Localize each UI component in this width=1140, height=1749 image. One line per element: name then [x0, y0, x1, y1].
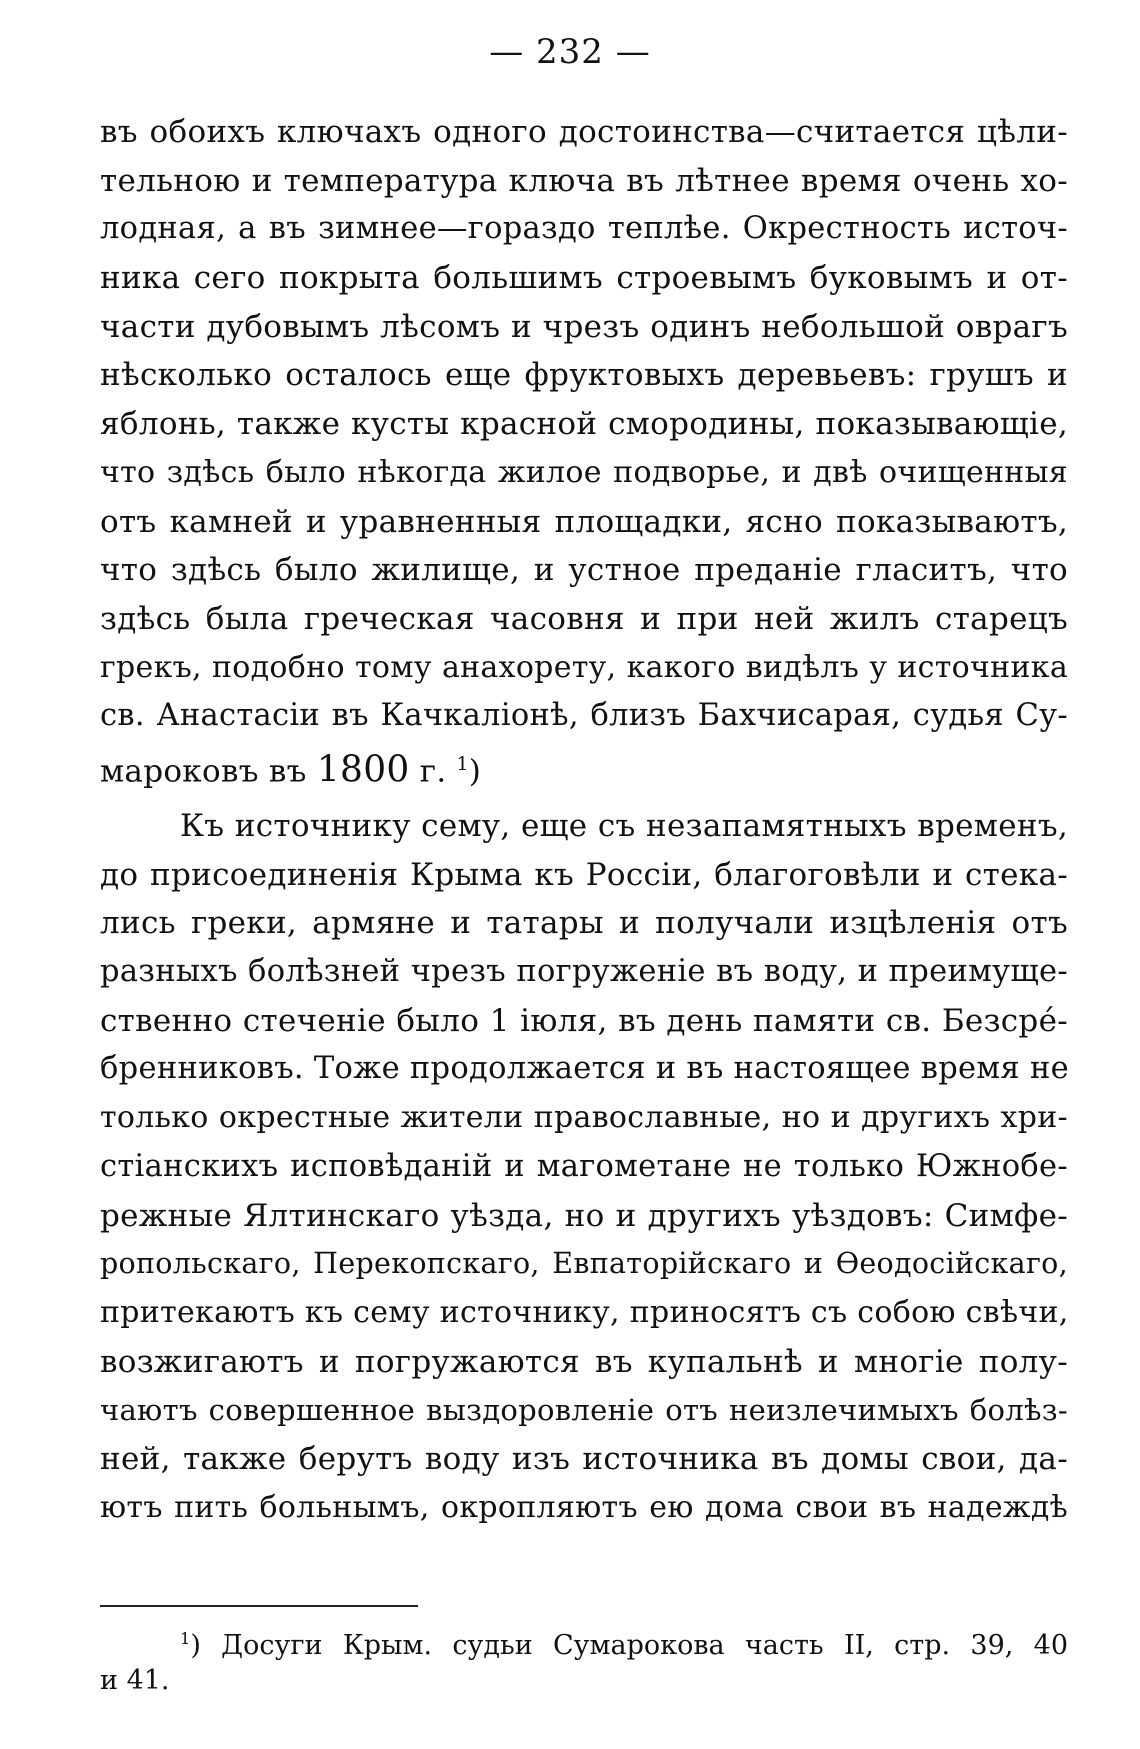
text-line: возжигаютъ и погружаются въ купальнѣ и многіе полу- [100, 1343, 1068, 1380]
text-line: лодная, а въ зимнее—гораздо теплѣе. Окрестность источ- [100, 211, 1068, 247]
text-line: ника сего покрыта большимъ строевымъ буковымъ и от- [100, 260, 1068, 297]
text-line: нѣсколько осталось еще фруктовыхъ деревьевъ: грушъ и [100, 357, 1068, 394]
text-line: св. Анастасіи въ Качкаліонѣ, близъ Бахчисарая, судья Су- [100, 698, 1068, 734]
text-line: режные Ялтинскаго уѣзда, но и другихъ уѣздовъ: Симфе- [100, 1197, 1068, 1234]
text-line: отъ камней и уравненныя площадки, ясно показываютъ, [100, 503, 1068, 540]
text-line-indented: Къ источнику сему, еще съ незапамятныхъ временъ, [180, 808, 1068, 844]
text-line: бренниковъ. Тоже продолжается и въ настоящее время не [100, 1051, 1069, 1087]
text-line: лись греки, армяне и татары и получали изцѣленія отъ [100, 905, 1068, 942]
text-line: до присоединенія Крыма къ Россіи, благоговѣли и стека- [100, 856, 1068, 893]
text-line: тельною и температура ключа въ лѣтнее время очень хо- [100, 162, 1068, 199]
footnote-line-last: и 41. [100, 1665, 170, 1696]
text-line-last [100, 741, 1068, 790]
text-line: ственно стеченіе было 1 іюля, въ день памяти св. Безсрé- [100, 1002, 1068, 1039]
footnote-mark: 1 [180, 1629, 191, 1648]
last-line-text: мароковъ въ [100, 753, 307, 790]
text-line: чаютъ совершенное выздоровленіе отъ неизлечимыхъ болѣз- [100, 1393, 1068, 1428]
footnote-text: ) Досуги Крым. судьи Сумарокова часть II, стр. 39, 40 [190, 1630, 1068, 1661]
year: 1800 [316, 749, 410, 791]
paragraph-1 [100, 108, 1068, 790]
text-line: въ обоихъ ключахъ одного достоинства—считается цѣли- [100, 114, 1068, 150]
text-line: ропольскаго, Перекопскаго, Евпаторійскаго и Ѳеодосійскаго, [100, 1247, 1068, 1281]
page-number: — 232 — [489, 32, 651, 72]
text-line: ней, также берутъ воду изъ источника въ домы свои, да- [100, 1440, 1068, 1477]
footnote-reference[interactable]: 1 [456, 753, 469, 775]
text-line: ютъ пить больнымъ, окропляютъ ею дома свои въ надеждѣ [100, 1489, 1068, 1525]
text-line: яблонь, также кусты красной смородины, показывающіе, [100, 406, 1068, 443]
paragraph-2 [100, 802, 1068, 1532]
text-line: стіанскихъ исповѣданій и магометане не только Южнобе- [100, 1148, 1068, 1184]
text-line: грекъ, подобно тому анахорету, какого видѣлъ у источника [100, 649, 1068, 685]
text-line: только окрестные жители православные, но и другихъ хри- [100, 1100, 1068, 1136]
text-line: части дубовымъ лѣсомъ и чрезъ одинъ небольшой оврагъ [100, 308, 1068, 345]
footnote-line [100, 1618, 1068, 1660]
text-line: что здѣсь было жилище, и устное преданіе гласитъ, что [100, 552, 1068, 589]
text-line: притекаютъ къ сему источнику, приносятъ съ собою свѣчи, [100, 1294, 1069, 1330]
text-line: что здѣсь было нѣкогда жилое подворье, и двѣ очищенныя [100, 454, 1068, 490]
text-line: разныхъ болѣзней чрезъ погруженіе въ воду, и преимуще- [100, 954, 1068, 990]
footnote [100, 1618, 1068, 1702]
year-abbr: г. [419, 753, 447, 790]
text-line: здѣсь была греческая часовня и при ней жилъ старецъ [100, 600, 1068, 637]
footnote-paren: ) [468, 753, 482, 790]
footnote-divider [100, 1605, 418, 1607]
